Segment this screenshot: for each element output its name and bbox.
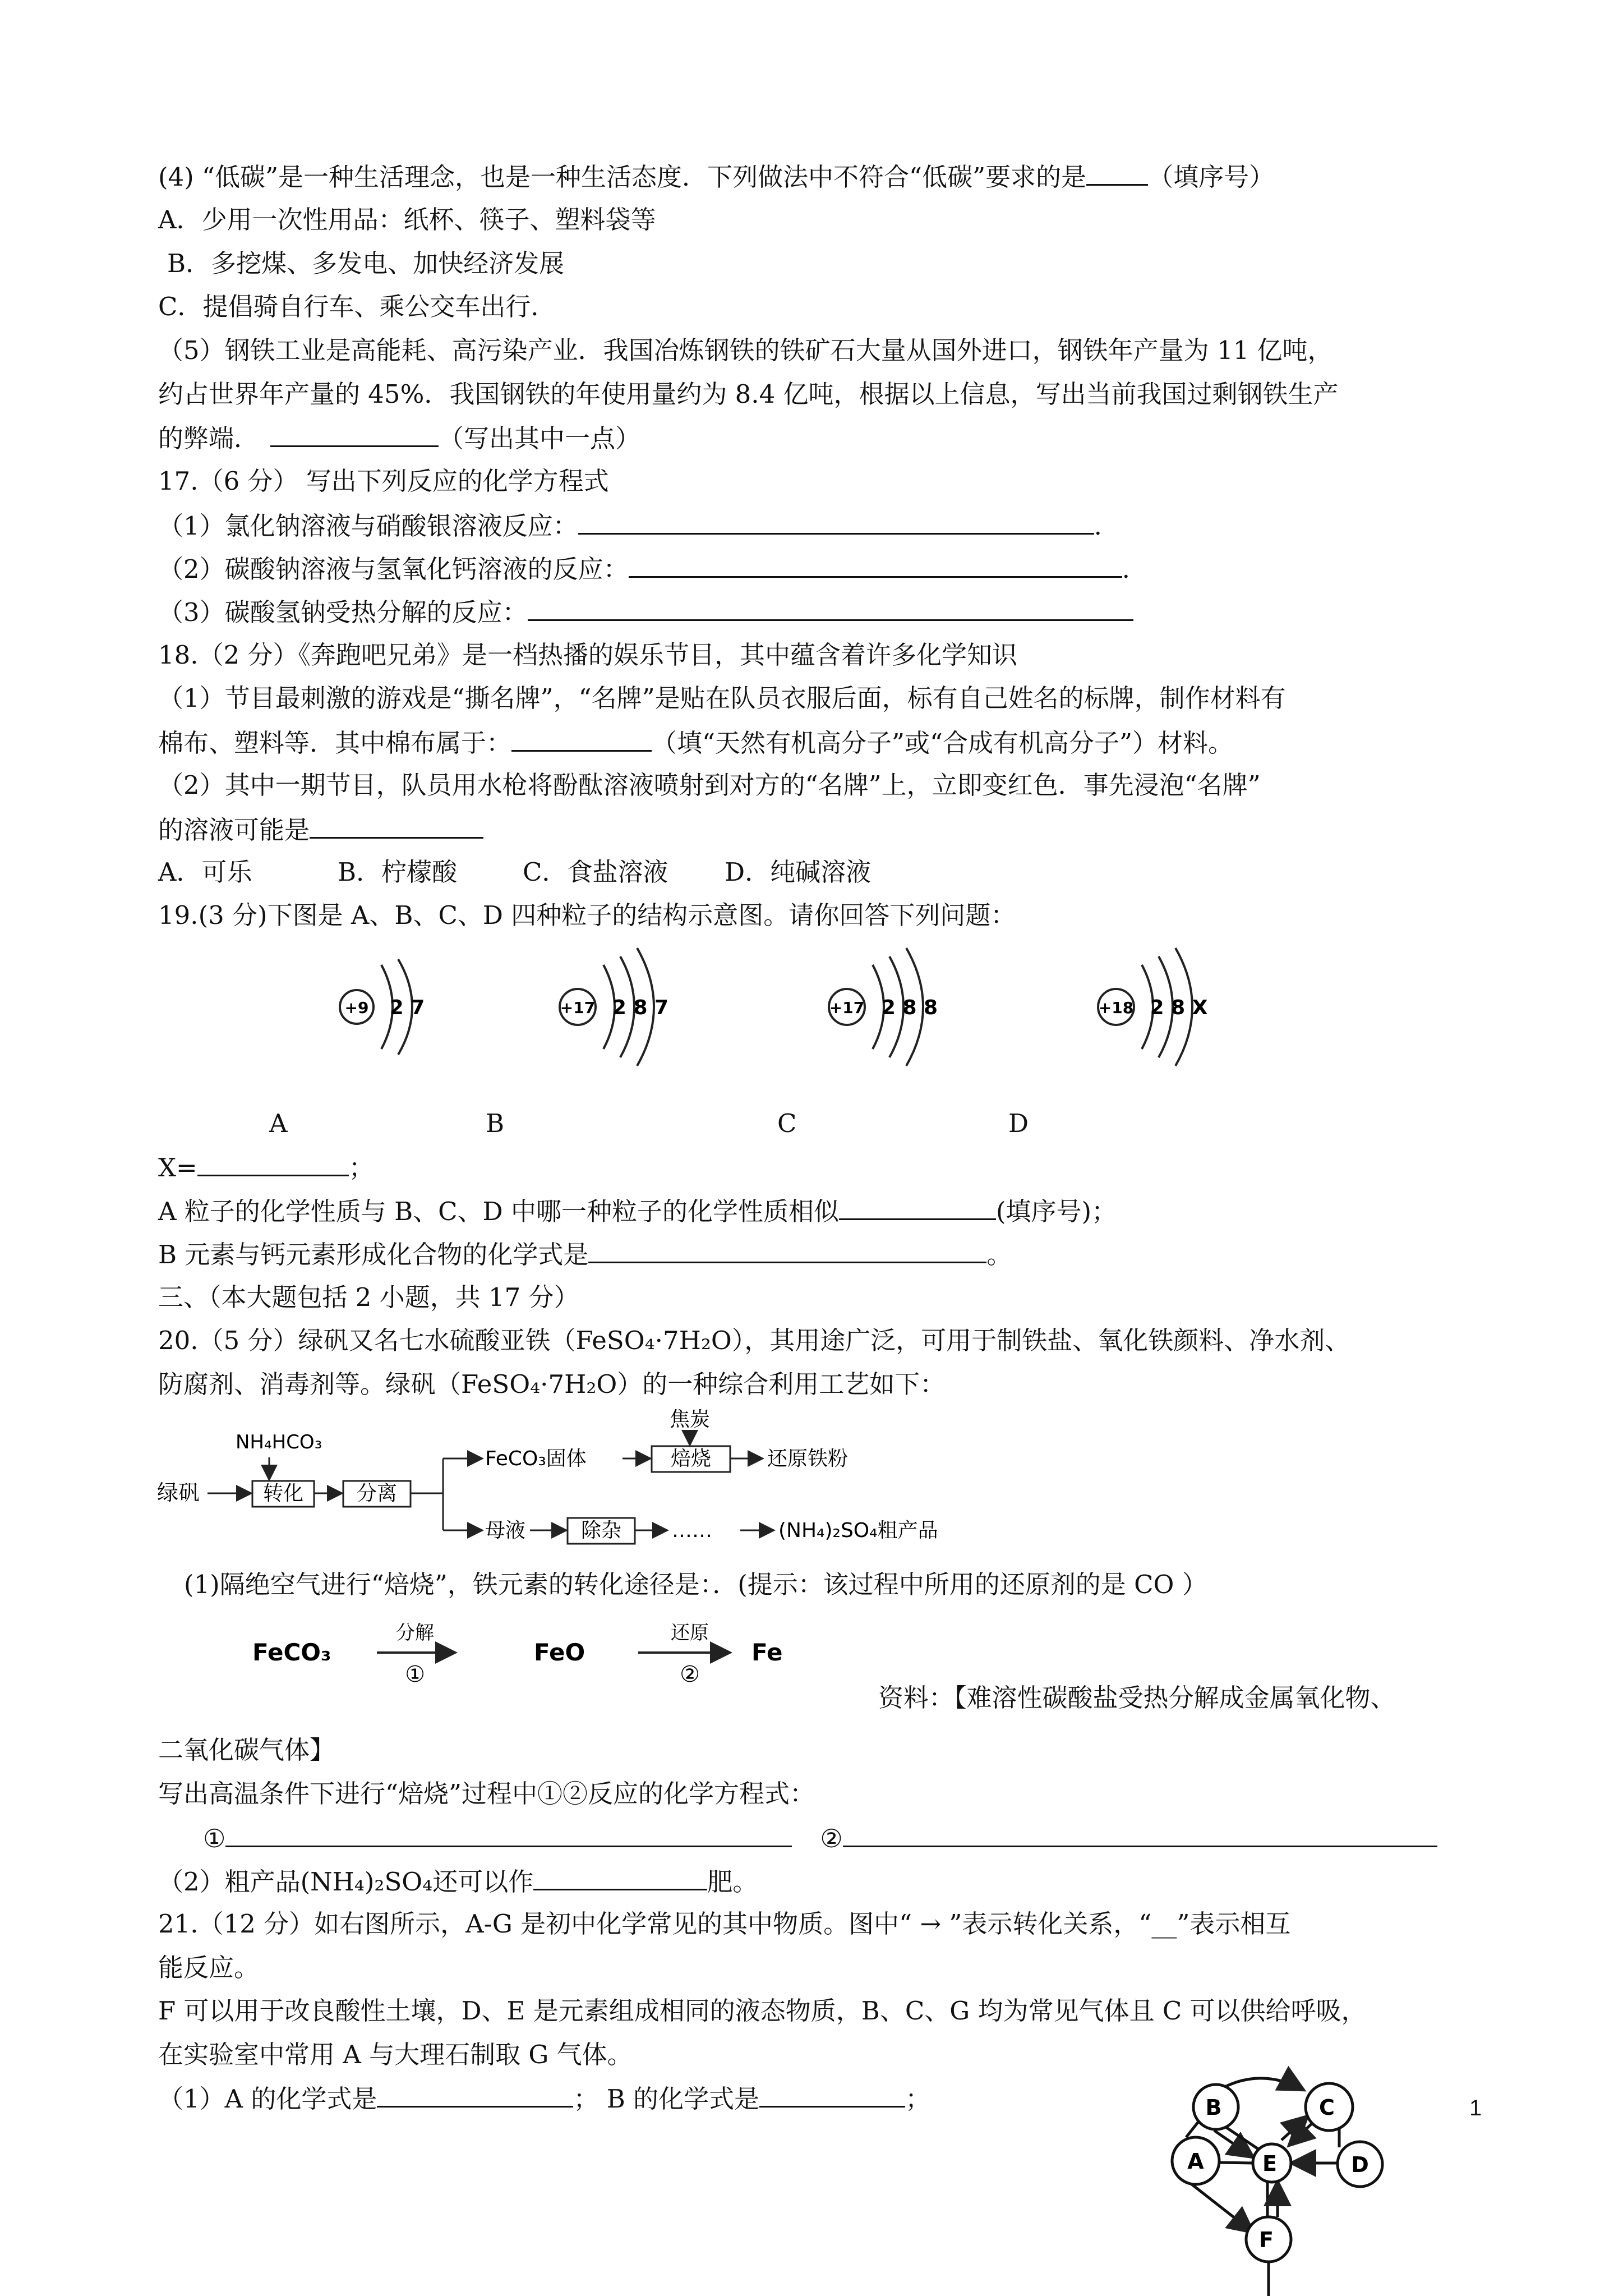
q16-4-option-c: C．提倡骑自行车、乘公交车出行． (158, 292, 556, 321)
q18-option-c: C．食盐溶液 (523, 857, 668, 887)
nucleus-charge: +17 (829, 999, 865, 1017)
q17-item2 (158, 551, 1130, 586)
q20-p2-text: （2）粗产品(NH₄)₂SO₄还可以作 (158, 1867, 534, 1897)
node-c (1306, 2083, 1353, 2131)
flow-coke: 焦炭 (669, 1408, 711, 1431)
node-a-label: A (1187, 2149, 1204, 2174)
q19-x-end: ； (348, 1153, 374, 1182)
q18-option-a: A．可乐 (158, 857, 252, 887)
particle-c (829, 948, 938, 1066)
flow-product1: 还原铁粉 (767, 1447, 849, 1470)
q19-a-end: (填序号)； (996, 1197, 1117, 1226)
answer-blank[interactable] (1086, 159, 1148, 186)
node-b-label: B (1205, 2095, 1222, 2120)
q20-eq1-number: ① (203, 1824, 226, 1853)
atomic-structure-diagrams (303, 942, 1234, 1088)
q21-p1-a-text: （1）A 的化学式是 (158, 2084, 377, 2114)
q20-p2 (158, 1864, 758, 1899)
path-step-2-label: 还原 (671, 1622, 709, 1644)
flow-dots: …… (672, 1519, 712, 1542)
answer-blank[interactable] (843, 1821, 1437, 1847)
answer-blank[interactable] (225, 1821, 792, 1847)
electron-counts: 2 7 (389, 996, 425, 1019)
q21-p1-end: ； (905, 2084, 931, 2114)
answer-blank[interactable] (528, 595, 1133, 621)
node-b (1193, 2085, 1238, 2129)
path-species-3: Fe (751, 1639, 783, 1666)
flow-liquor: 母液 (485, 1519, 526, 1542)
answer-blank[interactable] (270, 421, 439, 447)
q21-line4: 在实验室中常用 A 与大理石制取 G 气体。 (158, 2040, 633, 2069)
flow-box-separate-label: 分离 (356, 1482, 398, 1505)
particle-d (1098, 948, 1208, 1066)
q21-p1 (158, 2081, 930, 2116)
relation-arrow (1189, 2182, 1253, 2233)
answer-blank[interactable] (310, 812, 483, 839)
q18-p2-line2 (158, 812, 483, 847)
q16-5-line2: 约占世界年产量的 45%．我国钢铁的年使用量约为 8.4 亿吨，根据以上信息，写出当前我国过剩钢铁生产 (158, 379, 1339, 409)
q19-a-text: A 粒子的化学性质与 B、C、D 中哪一种粒子的化学性质相似 (158, 1197, 839, 1226)
q17-item1 (158, 508, 1102, 543)
page-number: 1 (1469, 2096, 1482, 2120)
path-step-1-label: 分解 (396, 1622, 434, 1644)
particle-label-b: B (486, 1108, 505, 1138)
relation-arrow (1214, 2131, 1253, 2157)
node-d (1338, 2142, 1382, 2187)
particle-label-a: A (269, 1108, 288, 1138)
relation-arrow (1223, 2125, 1259, 2150)
q18-title: 18.（2 分）《奔跑吧兄弟》是一档热播的娱乐节目，其中蕴含着许多化学知识 (158, 640, 1018, 670)
q19-a-question (158, 1194, 1117, 1228)
nucleus-charge: +18 (1098, 999, 1134, 1017)
flow-product2: (NH₄)₂SO₄粗产品 (778, 1519, 938, 1542)
q20-info-line2: 二氧化碳气体】 (158, 1735, 335, 1765)
node-e (1253, 2144, 1291, 2182)
q18-options (158, 855, 871, 889)
q17-item1-end: . (1094, 511, 1102, 541)
substance-relation-diagram (1144, 2064, 1391, 2296)
nucleus-charge: +9 (344, 999, 369, 1017)
answer-blank[interactable] (578, 508, 1094, 535)
flow-solid: FeCO₃固体 (485, 1447, 587, 1470)
q19-title: 19.(3 分)下图是 A、B、C、D 四种粒子的结构示意图。请你回答下列问题： (158, 900, 1016, 930)
path-species-2: FeO (534, 1639, 585, 1666)
electron-counts: 2 8 X (1150, 996, 1208, 1019)
q20-line1: 20.（5 分）绿矾又名七水硫酸亚铁（FeSO₄·7H₂O），其用途广泛，可用于制铁盐、氧化铁颜料、净水剂、 (158, 1326, 1350, 1355)
q19-b-text: B 元素与钙元素形成化合物的化学式是 (158, 1240, 589, 1269)
q21-line1: 21.（12 分）如右图所示，A-G 是初中化学常见的其中物质。图中“ → ”表示转化关系，“__”表示相互 (158, 1909, 1291, 1939)
q18-p2-line2-text: 的溶液可能是 (158, 815, 310, 845)
q20-eq2-number: ② (820, 1824, 843, 1853)
q16-4-stem-hint: （填序号） (1148, 162, 1275, 192)
section-3-heading: 三、（本大题包括 2 小题，共 17 分） (158, 1282, 579, 1312)
q18-option-d: D．纯碱溶液 (725, 857, 872, 887)
particle-label-d: D (1008, 1108, 1029, 1138)
reaction-path-diagram (252, 1616, 847, 1688)
answer-blank[interactable] (197, 1150, 349, 1176)
path-species-1: FeCO₃ (252, 1639, 331, 1666)
flow-start: 绿矾 (157, 1480, 200, 1505)
path-step-1-number: ① (405, 1662, 425, 1687)
answer-blank[interactable] (839, 1194, 996, 1220)
q18-p1-line2 (158, 725, 1233, 760)
q16-4-stem (158, 159, 1274, 194)
q18-p2-line1: （2）其中一期节目，队员用水枪将酚酞溶液喷射到对方的“名牌”上，立即变红色．事先浸泡“名牌” (158, 770, 1261, 800)
node-c-label: C (1319, 2095, 1335, 2120)
nucleus-charge: +17 (560, 999, 596, 1017)
particle-b (560, 948, 668, 1066)
q20-write-prompt: 写出高温条件下进行“焙烧”过程中①②反应的化学方程式： (158, 1779, 815, 1809)
answer-blank[interactable] (511, 725, 652, 752)
q17-item3-text: （3）碳酸氢钠受热分解的反应： (158, 597, 528, 627)
q16-4-option-b: B．多挖煤、多发电、加快经济发展 (167, 249, 565, 278)
relation-line (1219, 2162, 1253, 2163)
q20-p2-end: 肥。 (707, 1867, 758, 1897)
answer-blank[interactable] (588, 1237, 986, 1263)
q19-x-text: X= (158, 1153, 197, 1182)
q18-p1-line2-text: 棉布、塑料等．其中棉布属于： (158, 728, 512, 758)
q17-item1-text: （1）氯化钠溶液与硝酸银溶液反应： (158, 511, 578, 541)
path-step-2-number: ② (680, 1662, 700, 1687)
q17-item3 (158, 595, 1133, 629)
q20-info-line1: 资料：【难溶性碳酸盐受热分解成金属氧化物、 (878, 1683, 1396, 1713)
answer-blank[interactable] (377, 2081, 573, 2108)
flow-box-transform-label: 转化 (262, 1482, 304, 1505)
q18-option-b: B．柠檬酸 (338, 857, 458, 887)
particle-a (340, 959, 425, 1055)
flow-box-purify-label: 除杂 (580, 1519, 622, 1542)
q17-item2-text: （2）碳酸钠溶液与氢氧化钙溶液的反应： (158, 554, 629, 584)
electron-counts: 2 8 7 (612, 996, 669, 1019)
q20-p1: (1)隔绝空气进行“焙烧”，铁元素的转化途径是：．(提示：该过程中所用的还原剂的是 CO ） (184, 1570, 1207, 1599)
q21-line3: F 可以用于改良酸性土壤，D、E 是元素组成相同的液态物质，B、C、G 均为常见气体且 C 可以供给呼吸， (158, 1996, 1367, 2026)
relation-arrow (1281, 2116, 1308, 2140)
answer-blank[interactable] (629, 551, 1122, 578)
q19-b-end: 。 (986, 1240, 1012, 1269)
electron-counts: 2 8 8 (881, 996, 938, 1019)
answer-blank[interactable] (759, 2081, 905, 2108)
particle-label-c: C (777, 1108, 797, 1138)
q20-equations (203, 1821, 1437, 1856)
answer-blank[interactable] (533, 1864, 707, 1890)
q20-line2: 防腐剂、消毒剂等。绿矾（FeSO₄·7H₂O）的一种综合利用工艺如下： (158, 1369, 946, 1399)
q16-5-line3-hint: （写出其中一点） (439, 424, 641, 453)
q19-x-question (158, 1150, 374, 1185)
q16-5-line1: （5）钢铁工业是高能耗、高污染产业．我国冶炼钢铁的铁矿石大量从国外进口，钢铁年产量为 11 亿吨， (158, 335, 1333, 365)
q17-item2-end: . (1122, 554, 1130, 584)
q16-5-line3 (158, 421, 640, 455)
flow-box-roast-label: 焙烧 (670, 1447, 712, 1470)
q16-4-stem-text: (4) “低碳”是一种生活理念，也是一种生活态度．下列做法中不符合“低碳”要求的是 (158, 162, 1087, 192)
q19-b-question (158, 1237, 1012, 1272)
node-a (1172, 2137, 1219, 2184)
node-d-label: D (1351, 2152, 1369, 2177)
process-flow-diagram (157, 1402, 1077, 1548)
q18-p1-line1: （1）节目最刺激的游戏是“撕名牌”，“名牌”是贴在队员衣服后面，标有自己姓名的标牌，制作材料有 (158, 683, 1286, 713)
flow-reagent: NH₄HCO₃ (236, 1431, 322, 1453)
q17-title: 17.（6 分） 写出下列反应的化学方程式 (158, 466, 609, 496)
node-f (1246, 2217, 1291, 2262)
q18-p1-line2-hint: （填“天然有机高分子”或“合成有机高分子”）材料。 (652, 728, 1234, 758)
q16-4-option-a: A．少用一次性用品：纸杯、筷子、塑料袋等 (158, 205, 656, 234)
q21-p1-b-text: ； B 的化学式是 (573, 2084, 760, 2114)
q16-5-line3-text: 的弊端． (158, 424, 260, 453)
node-e-label: E (1262, 2151, 1277, 2176)
node-f-label: F (1259, 2228, 1274, 2252)
q21-line2: 能反应。 (158, 1953, 260, 1982)
